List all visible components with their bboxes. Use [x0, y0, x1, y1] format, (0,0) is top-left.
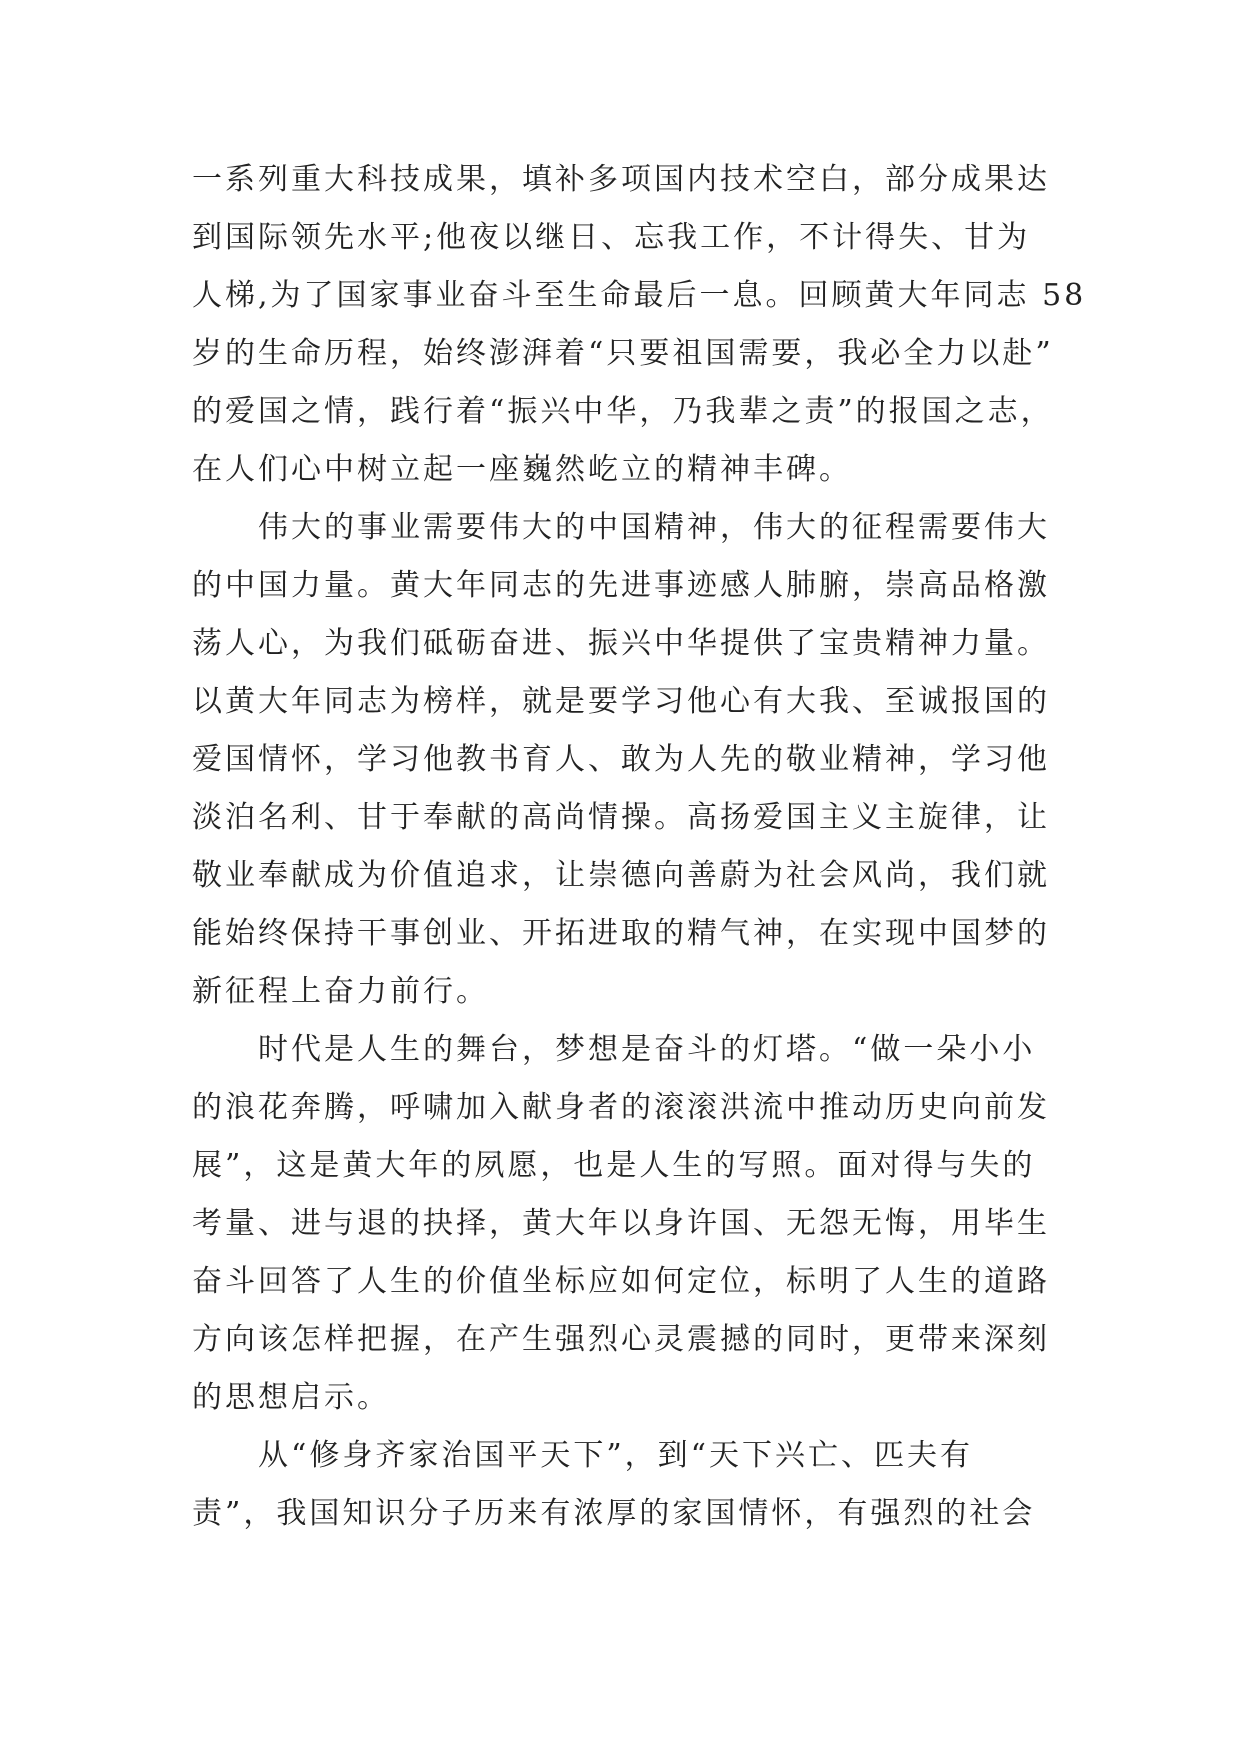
paragraph: [192, 1436, 1068, 1552]
text-line: 的中国力量。黄大年同志的先进事迹感人肺腑，崇高品格激: [192, 568, 1050, 603]
paragraph: [192, 1030, 1068, 1436]
text-line: 时代是人生的舞台，梦想是奋斗的灯塔。“做一朵小小: [258, 1032, 1036, 1067]
paragraph: [192, 160, 1087, 508]
paragraph: [192, 508, 1068, 1030]
text-line: 淡泊名利、甘于奉献的高尚情操。高扬爱国主义主旋律，让: [192, 800, 1050, 835]
text-line: 考量、进与退的抉择，黄大年以身许国、无怨无悔，用毕生: [192, 1206, 1050, 1241]
text-line: 奋斗回答了人生的价值坐标应如何定位，标明了人生的道路: [192, 1264, 1050, 1299]
text-line: 爱国情怀，学习他教书育人、敢为人先的敬业精神，学习他: [192, 742, 1050, 777]
text-line: 一系列重大科技成果，填补多项国内技术空白，部分成果达: [192, 162, 1050, 197]
text-line: 从“修身齐家治国平天下”，到“天下兴亡、匹夫有: [258, 1438, 974, 1473]
text-line: 能始终保持干事创业、开拓进取的精气神，在实现中国梦的: [192, 916, 1050, 951]
text-line: 岁的生命历程，始终澎湃着“只要祖国需要，我必全力以赴”: [192, 336, 1054, 371]
text-line: 责”，我国知识分子历来有浓厚的家国情怀，有强烈的社会: [192, 1496, 1036, 1531]
text-line: 新征程上奋力前行。: [192, 974, 489, 1009]
body-text: [192, 160, 1087, 1552]
text-line: 人梯,为了国家事业奋斗至生命最后一息。回顾黄大年同志 58: [192, 278, 1087, 313]
text-line: 在人们心中树立起一座巍然屹立的精神丰碑。: [192, 452, 852, 487]
text-line: 到国际领先水平;他夜以继日、忘我工作，不计得失、甘为: [192, 220, 1031, 255]
text-line: 展”，这是黄大年的夙愿，也是人生的写照。面对得与失的: [192, 1148, 1036, 1183]
text-line: 的爱国之情，践行着“振兴中华，乃我辈之责”的报国之志，: [192, 394, 1054, 429]
text-line: 的思想启示。: [192, 1380, 390, 1415]
text-line: 的浪花奔腾，呼啸加入献身者的滚滚洪流中推动历史向前发: [192, 1090, 1050, 1125]
text-line: 荡人心，为我们砥砺奋进、振兴中华提供了宝贵精神力量。: [192, 626, 1050, 661]
text-line: 方向该怎样把握，在产生强烈心灵震撼的同时，更带来深刻: [192, 1322, 1050, 1357]
text-line: 以黄大年同志为榜样，就是要学习他心有大我、至诚报国的: [192, 684, 1050, 719]
text-line: 敬业奉献成为价值追求，让崇德向善蔚为社会风尚，我们就: [192, 858, 1050, 893]
text-line: 伟大的事业需要伟大的中国精神，伟大的征程需要伟大: [258, 510, 1050, 545]
